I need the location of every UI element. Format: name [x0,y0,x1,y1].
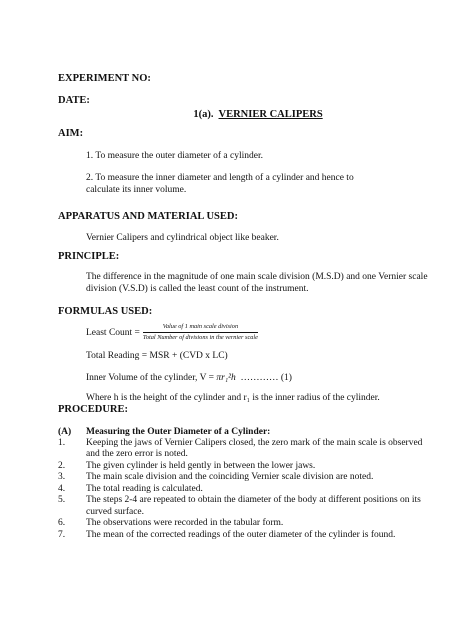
least-count-label: Least Count = [86,327,140,338]
procedure-steps [58,438,450,542]
date-label: DATE: [58,94,90,106]
aim-item-2: 2. To measure the inner diameter and length of a cylinder and hence to calculate its inner volume. [86,172,354,195]
aim-heading: AIM: [58,128,84,139]
step-text: The observations were recorded in the tabular form. [86,518,284,528]
step-text: The main scale division and the coinciding Vernier scale division are noted. [86,472,374,482]
list-item [58,438,434,461]
list-item [58,530,434,542]
list-item [58,495,434,518]
step-number: 7. [58,529,66,540]
step-number: 5. [58,495,66,505]
total-reading-formula: Total Reading = MSR + (CVD x LC) [86,351,228,361]
step-text: The mean of the corrected readings of the outer diameter of the cylinder is found. [86,529,396,540]
list-item [58,518,434,530]
step-text: The steps 2-4 are repeated to obtain the diameter of the body at different positions on its curved surface. [86,495,421,517]
inner-volume-label: Inner Volume of the cylinder, V = [86,373,215,383]
step-number: 6. [58,518,66,528]
principle-heading: PRINCIPLE: [58,251,120,262]
step-text: The given cylinder is held gently in between the lower jaws. [86,460,316,471]
inner-volume-expression: πr₁²h [216,373,236,383]
step-number: 2. [58,460,66,471]
list-item [58,472,434,484]
step-number: 4. [58,483,66,494]
inner-volume-formula [58,372,450,384]
aim-item-1: 1. To measure the outer diameter of a cylinder. [86,150,263,161]
inner-volume-reference: ………… (1) [240,373,292,383]
step-number: 3. [58,472,66,482]
procedure-subheading [58,426,450,438]
least-count-formula [58,323,450,342]
apparatus-text: Vernier Calipers and cylindrical object like beaker. [86,233,279,243]
experiment-title [58,109,450,120]
procedure-heading: PROCEDURE: [58,404,128,415]
list-item [58,461,434,473]
principle-text: The difference in the magnitude of one main scale division (M.S.D) and one Vernier scale division (V.S.D) is called the least count of the instrument. [86,271,428,294]
fraction-bar [143,332,258,333]
formulas-heading: FORMULAS USED: [58,305,153,317]
step-text: Keeping the jaws of Vernier Calipers closed, the zero mark of the main scale is observed and the zero error is noted. [86,437,423,459]
where-text: Where h is the height of the cylinder and r₁ is the inner radius of the cylinder. [86,393,380,403]
list-item [58,484,434,496]
procedure-sub-label: (A) [58,426,72,437]
experiment-no-label: EXPERIMENT NO: [58,73,151,84]
procedure-sub-title: Measuring the Outer Diameter of a Cylinder: [86,426,271,437]
step-text: The total reading is calculated. [86,483,203,494]
apparatus-heading: APPARATUS AND MATERIAL USED: [58,210,238,222]
least-count-denominator: Total Number of divisions in the vernier scale [142,334,258,341]
least-count-fraction [143,323,258,342]
title-prefix: 1(a). [193,109,214,120]
title-main: VERNIER CALIPERS [218,109,323,120]
least-count-numerator: Value of 1 main scale division [162,323,239,330]
step-number: 1. [58,437,66,448]
